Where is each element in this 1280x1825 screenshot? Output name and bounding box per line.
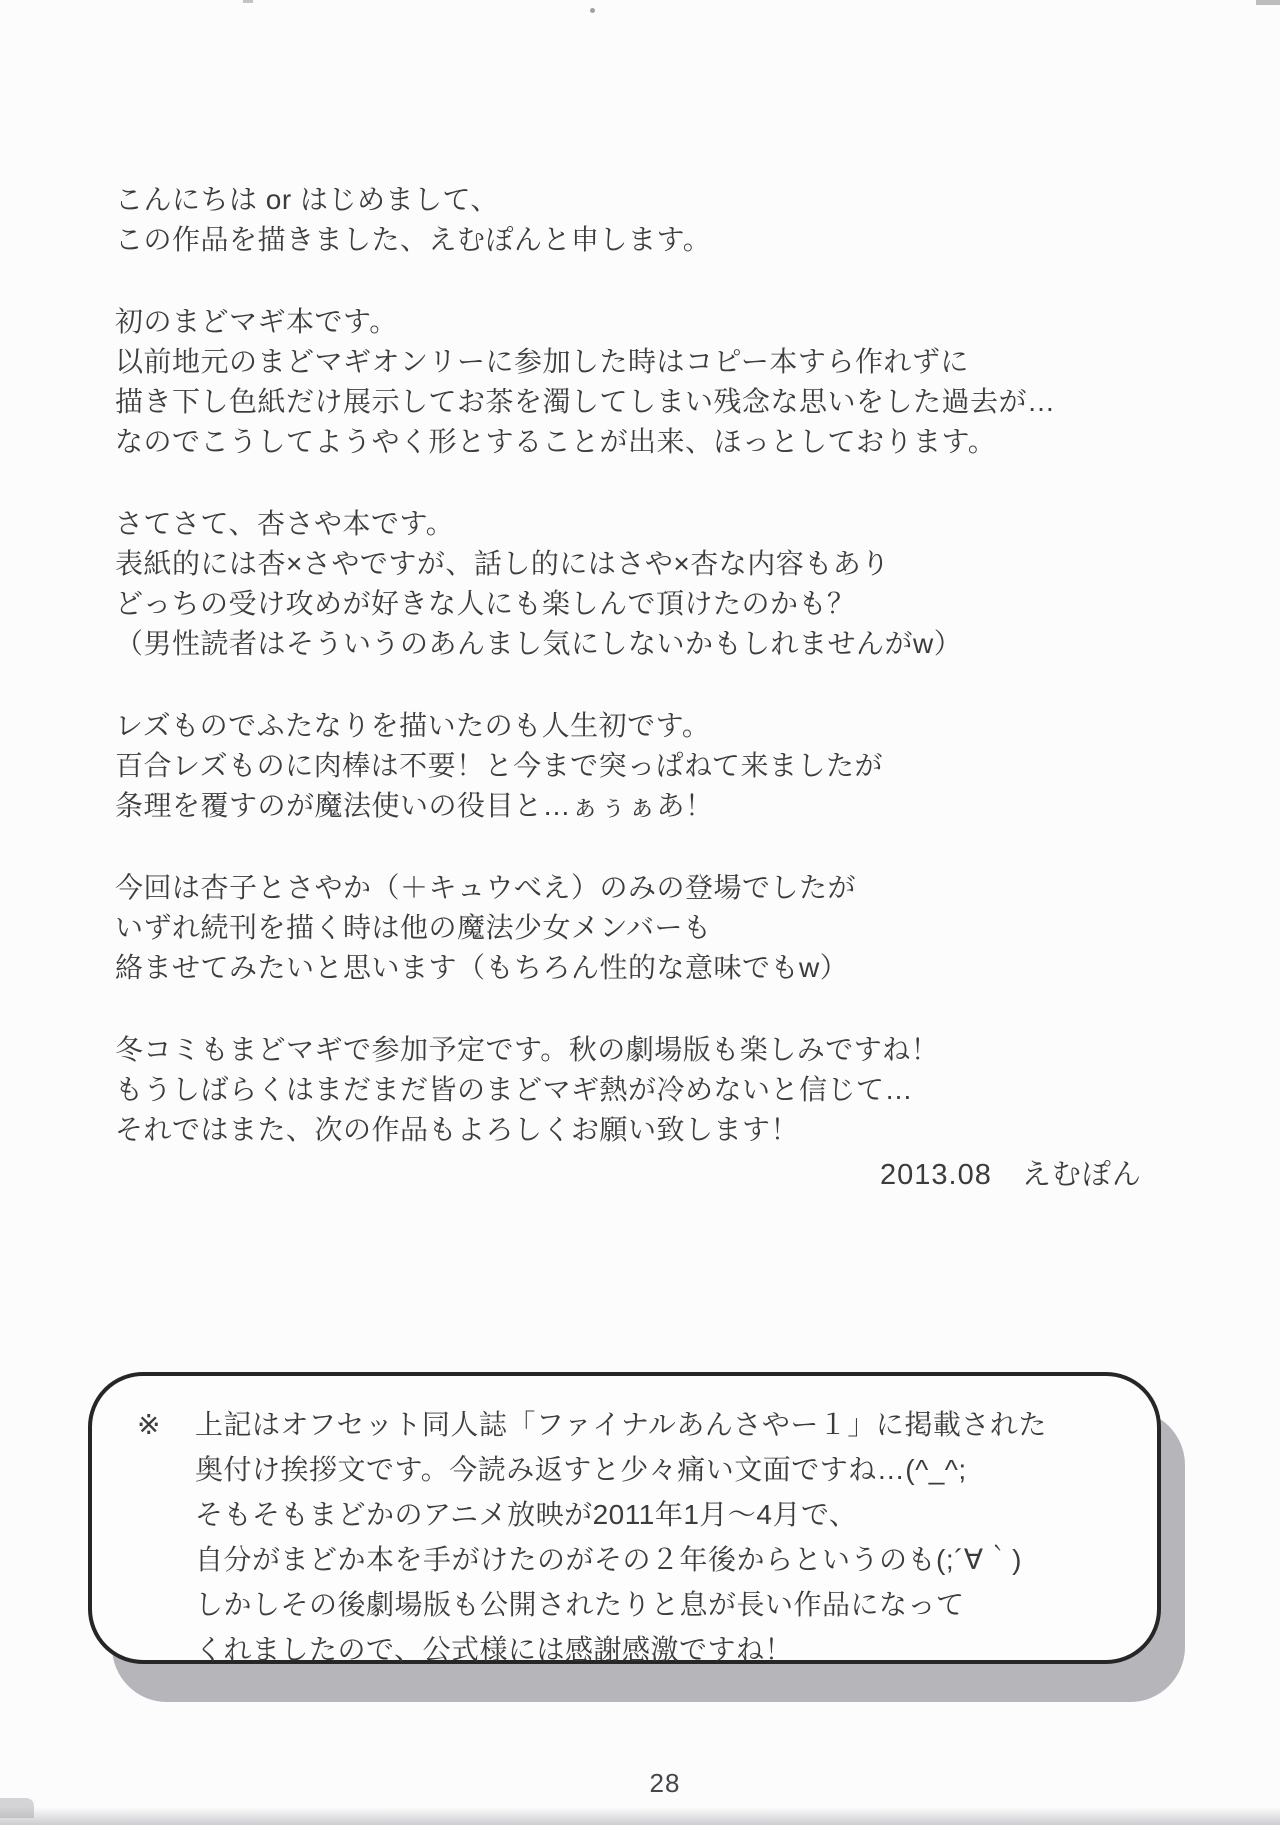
text-line: それではまた、次の作品もよろしくお願い致します！ [115,1114,800,1145]
scan-artifact-bottom-left [0,1798,34,1818]
text-line: いずれ続刊を描く時は他の魔法少女メンバーも [115,912,712,943]
text-line: この作品を描きました、えむぽんと申します。 [115,224,712,255]
text-line: なのでこうしてようやく形とすることが出来、ほっとしております。 [115,426,997,457]
reference-mark: ※ [137,1409,161,1440]
text-line: くれましたので、公式様には感謝感激ですね！ [195,1634,793,1665]
text-line: 自分がまどか本を手がけたのがその２年後からというのも(;´∀｀) [195,1544,1022,1575]
paragraph-first-madomagi-book [115,302,1195,462]
footnote-box [88,1372,1161,1664]
text-line: こんにちは or はじめまして、 [115,184,499,215]
text-line: 以前地元のまどマギオンリーに参加した時はコピー本すら作れずに [115,346,969,377]
text-line: しかしその後劇場版も公開されたりと息が長い作品になって [195,1589,965,1620]
page-number: 28 [649,1768,681,1798]
text-line: 冬コミもまどマギで参加予定です。秋の劇場版も楽しみですね！ [115,1034,940,1065]
text-line: 表紙的には杏×さやですが、話し的にはさや×杏な内容もあり [115,548,890,579]
paragraph-greeting [115,180,1195,260]
text-line: 今回は杏子とさやか（＋キュウべえ）のみの登場でしたが [115,872,857,903]
scan-artifact-top-right [1256,0,1280,5]
paragraph-first-futanari [115,706,1195,826]
scan-artifact-bottom-edge [0,1807,1280,1825]
text-line: 上記はオフセット同人誌「ファイナルあんさやー１」に掲載された [195,1409,1047,1440]
scan-artifact-top-left [243,0,253,3]
text-line: （男性読者はそういうのあんまし気にしないかもしれませんがw） [115,628,963,659]
paragraph-closing [115,1030,1195,1150]
text-line: 初のまどマギ本です。 [115,306,398,337]
text-line: レズものでふたなりを描いたのも人生初です。 [115,710,711,741]
text-line: どっちの受け攻めが好きな人にも楽しんで頂けたのかも？ [115,588,856,619]
text-line: さてさて、杏さや本です。 [115,508,455,539]
text-line: 描き下し色紙だけ展示してお茶を濁してしまい残念な思いをした過去が… [115,386,1056,417]
text-line: 奥付け挨拶文です。今読み返すと少々痛い文面ですね…(^_^; [195,1454,967,1485]
text-line: 条理を覆すのが魔法使いの役目と…ぁぅぁあ！ [115,790,714,821]
text-line: 百合レズものに肉棒は不要！と今まで突っぱねて来ましたが [115,750,883,781]
scan-artifact-dot [590,8,595,13]
footnote-text [195,1402,1129,1672]
paragraph-ansaya-book [115,504,1195,664]
afterword-text [115,180,1195,1150]
paragraph-characters [115,868,1195,988]
text-line: もうしばらくはまだまだ皆のまどマギ熱が冷めないと信じて… [115,1074,914,1105]
text-line: 絡ませてみたいと思います（もちろん性的な意味でもw） [115,952,849,983]
text-line: そもそもまどかのアニメ放映が2011年1月～4月で、 [195,1499,858,1530]
signature-date-author: 2013.08 えむぽん [880,1159,1142,1191]
